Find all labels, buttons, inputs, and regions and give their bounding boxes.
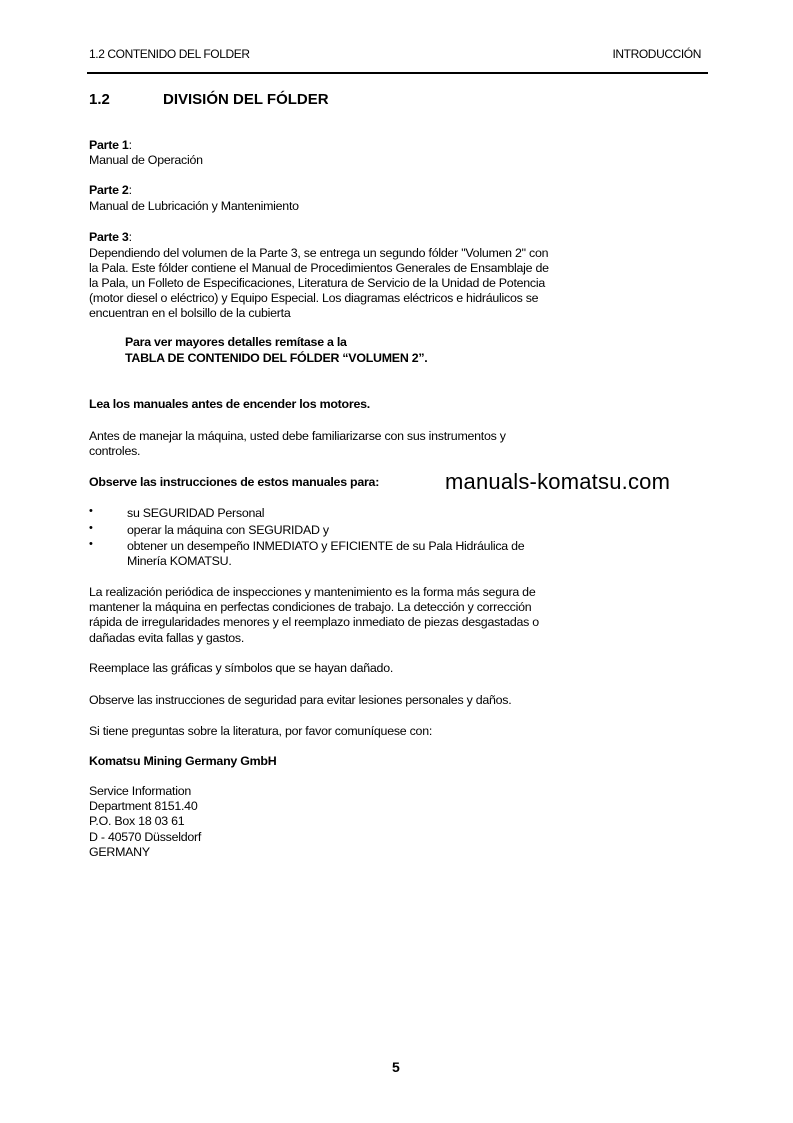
part-1-text: Manual de Operación [89, 153, 203, 167]
running-header-left: 1.2 CONTENIDO DEL FOLDER [89, 47, 250, 61]
questions-text: Si tiene preguntas sobre la literatura, por favor comuníquese con: [89, 724, 433, 738]
running-header-right: INTRODUCCIÓN [612, 47, 701, 61]
inspection-text: mantener la máquina en perfectas condiciones de trabajo. La detección y corrección [89, 600, 532, 614]
bullet-icon: • [89, 522, 93, 534]
read-text: controles. [89, 444, 141, 458]
part-2-text: Manual de Lubricación y Mantenimiento [89, 199, 299, 213]
part-1-label [89, 137, 132, 153]
part-3-line: (motor diesel o eléctrico) y Equipo Especial. Los diagramas eléctricos e hidráulicos se [89, 291, 539, 305]
company-name: Komatsu Mining Germany GmbH [89, 754, 277, 768]
page-number: 5 [392, 1059, 400, 1075]
replace-text: Reemplace las gráficas y símbolos que se hayan dañado. [89, 661, 394, 675]
read-text: Antes de manejar la máquina, usted debe familiarizarse con sus instrumentos y [89, 429, 506, 443]
inspection-text: rápida de irregularidades menores y el reemplazo inmediato de piezas desgastadas o [89, 615, 539, 629]
address-line: GERMANY [89, 845, 150, 859]
part-label: Parte 3 [89, 230, 129, 244]
part-3-line: la Pala, un Folleto de Especificaciones, Literatura de Servicio de la Unidad de Potencia [89, 276, 546, 290]
observe-heading: Observe las instrucciones de estos manuales para: [89, 475, 380, 489]
part-3-line: encuentran en el bolsillo de la cubierta [89, 306, 291, 320]
bullet-item-continued: Minería KOMATSU. [127, 554, 232, 568]
bullet-icon: • [89, 538, 93, 550]
address-line: Service Information [89, 784, 191, 798]
part-label: Parte 2 [89, 183, 129, 197]
colon: : [128, 138, 132, 152]
read-heading: Lea los manuales antes de encender los motores. [89, 397, 370, 411]
watermark: manuals-komatsu.com [445, 469, 671, 494]
note-line: Para ver mayores detalles remítase a la [125, 335, 347, 349]
inspection-text: La realización periódica de inspecciones y mantenimiento es la forma más segura de [89, 585, 536, 599]
address-line: D - 40570 Düsseldorf [89, 830, 202, 844]
section-number: 1.2 [89, 91, 110, 108]
colon: : [128, 230, 132, 244]
part-2-label [89, 182, 132, 198]
part-label: Parte 1 [89, 138, 129, 152]
header-rule [87, 72, 708, 74]
bullet-item: su SEGURIDAD Personal [127, 506, 265, 520]
address-line: P.O. Box 18 03 61 [89, 814, 185, 828]
bullet-icon: • [89, 505, 93, 517]
part-3-line: la Pala. Este fólder contiene el Manual de Procedimientos Generales de Ensamblaje de [89, 261, 549, 275]
address-line: Department 8151.40 [89, 799, 198, 813]
bullet-item: operar la máquina con SEGURIDAD y [127, 523, 329, 537]
note-line: TABLA DE CONTENIDO DEL FÓLDER “VOLUMEN 2”. [125, 351, 428, 365]
inspection-text: dañadas evita fallas y gastos. [89, 631, 245, 645]
section-title: DIVISIÓN DEL FÓLDER [163, 91, 329, 108]
bullet-item: obtener un desempeño INMEDIATO y EFICIENTE de su Pala Hidráulica de [127, 539, 525, 553]
colon: : [128, 183, 132, 197]
part-3-line: Dependiendo del volumen de la Parte 3, se entrega un segundo fólder "Volumen 2" con [89, 246, 549, 260]
part-3-label [89, 229, 132, 245]
safety-text: Observe las instrucciones de seguridad para evitar lesiones personales y daños. [89, 693, 512, 707]
